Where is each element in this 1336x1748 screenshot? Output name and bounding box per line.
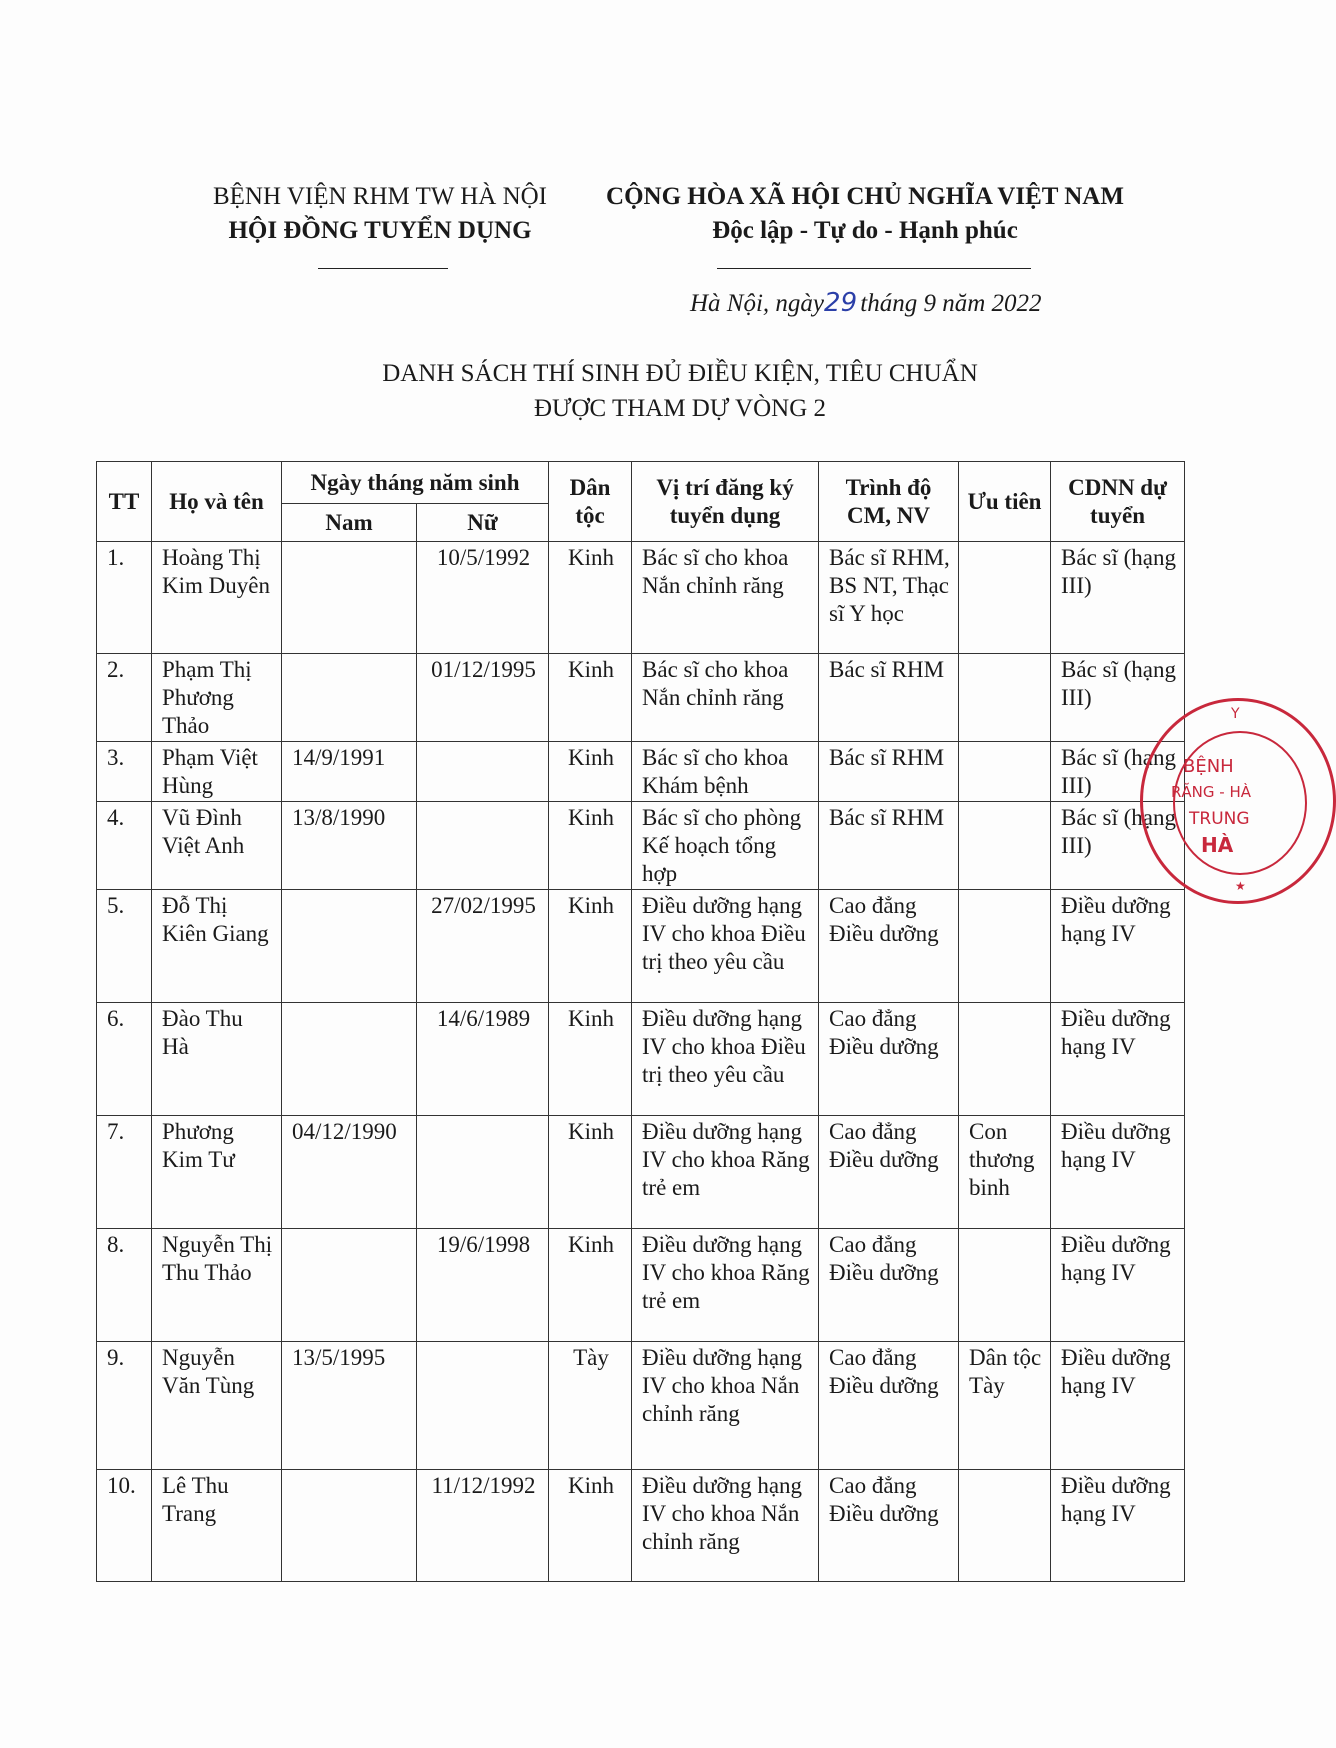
cell-female-dob: 11/12/1992 (417, 1470, 549, 1582)
table-row (97, 802, 1185, 890)
cell-ethnic: Kinh (549, 802, 632, 890)
cell-position: Điều dưỡng hạng IV cho khoa Răng trẻ em (632, 1229, 819, 1342)
cell-male-dob: 14/9/1991 (282, 742, 417, 802)
cell-qualification: Bác sĩ RHM (819, 742, 959, 802)
cell-qualification: Cao đẳng Điều dưỡng (819, 1342, 959, 1470)
cell-male-dob (282, 542, 417, 654)
header-position: Vị trí đăng ký tuyển dụng (632, 462, 819, 542)
cell-tt: 1. (97, 542, 152, 654)
cell-title: Điều dưỡng hạng IV (1051, 1003, 1185, 1116)
header-priority: Ưu tiên (959, 462, 1051, 542)
cell-female-dob (417, 742, 549, 802)
cell-female-dob (417, 802, 549, 890)
cell-ethnic: Kinh (549, 1470, 632, 1582)
cell-qualification: Bác sĩ RHM (819, 654, 959, 742)
cell-qualification: Cao đẳng Điều dưỡng (819, 890, 959, 1003)
issuer-block (195, 180, 565, 248)
cell-ethnic: Kinh (549, 1116, 632, 1229)
table-row (97, 1116, 1185, 1229)
cell-tt: 9. (97, 1342, 152, 1470)
header-title: CDNN dự tuyển (1051, 462, 1185, 542)
seal-text-4: HÀ (1201, 833, 1234, 857)
issuer-name: BỆNH VIỆN RHM TW HÀ NỘI (212, 183, 548, 210)
cell-position: Bác sĩ cho phòng Kế hoạch tổng hợp (632, 802, 819, 890)
cell-name: Phương Kim Tư (152, 1116, 282, 1229)
cell-name: Phạm Thị Phương Thảo (152, 654, 282, 742)
cell-tt: 2. (97, 654, 152, 742)
cell-qualification: Bác sĩ RHM, BS NT, Thạc sĩ Y học (819, 542, 959, 654)
table-row (97, 1342, 1185, 1470)
cell-tt: 10. (97, 1470, 152, 1582)
table-body (97, 542, 1185, 1582)
cell-name: Đỗ Thị Kiên Giang (152, 890, 282, 1003)
dateline (690, 288, 1090, 318)
cell-position: Bác sĩ cho khoa Nắn chỉnh răng (632, 542, 819, 654)
cell-male-dob: 13/5/1995 (282, 1342, 417, 1470)
cell-tt: 3. (97, 742, 152, 802)
title-line-2: ĐƯỢC THAM DỰ VÒNG 2 (533, 395, 827, 422)
cell-name: Vũ Đình Việt Anh (152, 802, 282, 890)
cell-female-dob: 01/12/1995 (417, 654, 549, 742)
cell-name: Đào Thu Hà (152, 1003, 282, 1116)
cell-male-dob (282, 654, 417, 742)
cell-priority: Con thương binh (959, 1116, 1051, 1229)
national-motto: Độc lập - Tự do - Hạnh phúc (712, 217, 1018, 244)
cell-qualification: Cao đẳng Điều dưỡng (819, 1003, 959, 1116)
cell-position: Bác sĩ cho khoa Nắn chỉnh răng (632, 654, 819, 742)
seal-text-1: BỆNH (1183, 756, 1234, 777)
cell-name: Lê Thu Trang (152, 1470, 282, 1582)
cell-priority (959, 890, 1051, 1003)
cell-title: Điều dưỡng hạng IV (1051, 1116, 1185, 1229)
cell-priority: Dân tộc Tày (959, 1342, 1051, 1470)
cell-name: Hoàng Thị Kim Duyên (152, 542, 282, 654)
cell-title: Điều dưỡng hạng IV (1051, 1342, 1185, 1470)
cell-title: Điều dưỡng hạng IV (1051, 1470, 1185, 1582)
red-seal-stamp (1140, 698, 1336, 904)
issuer-council: HỘI ĐỒNG TUYỂN DỤNG (228, 217, 532, 244)
cell-female-dob: 10/5/1992 (417, 542, 549, 654)
table-row (97, 1470, 1185, 1582)
cell-name: Nguyễn Thị Thu Thảo (152, 1229, 282, 1342)
cell-male-dob (282, 1470, 417, 1582)
cell-qualification: Cao đẳng Điều dưỡng (819, 1229, 959, 1342)
cell-female-dob: 19/6/1998 (417, 1229, 549, 1342)
cell-title: Điều dưỡng hạng IV (1051, 1229, 1185, 1342)
cell-position: Điều dưỡng hạng IV cho khoa Điều trị theo yêu cầu (632, 1003, 819, 1116)
cell-position: Điều dưỡng hạng IV cho khoa Nắn chỉnh răng (632, 1470, 819, 1582)
table-row (97, 1003, 1185, 1116)
dateline-day-handwritten: 29 (824, 288, 858, 318)
cell-tt: 6. (97, 1003, 152, 1116)
cell-position: Điều dưỡng hạng IV cho khoa Điều trị theo yêu cầu (632, 890, 819, 1003)
cell-qualification: Cao đẳng Điều dưỡng (819, 1116, 959, 1229)
cell-title: Bác sĩ (hạng III) (1051, 542, 1185, 654)
table-row (97, 654, 1185, 742)
header-qualification: Trình độ CM, NV (819, 462, 959, 542)
cell-title: Điều dưỡng hạng IV (1051, 890, 1185, 1003)
cell-female-dob (417, 1342, 549, 1470)
cell-male-dob: 13/8/1990 (282, 802, 417, 890)
header-tt: TT (97, 462, 152, 542)
cell-title: Bác sĩ (hạng III) (1051, 654, 1185, 742)
cell-female-dob: 27/02/1995 (417, 890, 549, 1003)
national-name: CỘNG HÒA XÃ HỘI CHỦ NGHĨA VIỆT NAM (606, 183, 1124, 210)
cell-name: Phạm Việt Hùng (152, 742, 282, 802)
cell-position: Điều dưỡng hạng IV cho khoa Nắn chỉnh răng (632, 1342, 819, 1470)
cell-ethnic: Kinh (549, 1229, 632, 1342)
cell-female-dob: 14/6/1989 (417, 1003, 549, 1116)
cell-ethnic: Kinh (549, 1003, 632, 1116)
cell-male-dob: 04/12/1990 (282, 1116, 417, 1229)
cell-ethnic: Tày (549, 1342, 632, 1470)
header-dob: Ngày tháng năm sinh (282, 462, 549, 504)
cell-priority (959, 1229, 1051, 1342)
document-title (200, 356, 1160, 426)
table-row (97, 1229, 1185, 1342)
cell-female-dob (417, 1116, 549, 1229)
cell-position: Điều dưỡng hạng IV cho khoa Răng trẻ em (632, 1116, 819, 1229)
seal-text-3: TRUNG (1189, 809, 1250, 829)
cell-male-dob (282, 1229, 417, 1342)
cell-priority (959, 742, 1051, 802)
cell-ethnic: Kinh (549, 742, 632, 802)
header-male: Nam (282, 504, 417, 542)
table-row (97, 542, 1185, 654)
table-header (97, 462, 1185, 542)
seal-star-icon: ★ (1235, 879, 1246, 893)
cell-tt: 4. (97, 802, 152, 890)
cell-name: Nguyễn Văn Tùng (152, 1342, 282, 1470)
dateline-prefix: Hà Nội, ngày (690, 290, 825, 317)
cell-ethnic: Kinh (549, 654, 632, 742)
national-motto-block (585, 180, 1145, 248)
motto-divider (717, 268, 1031, 269)
cell-priority (959, 802, 1051, 890)
cell-priority (959, 1003, 1051, 1116)
cell-qualification: Cao đẳng Điều dưỡng (819, 1470, 959, 1582)
issuer-divider (318, 268, 448, 269)
title-line-1: DANH SÁCH THÍ SINH ĐỦ ĐIỀU KIỆN, TIÊU CHUẨN (382, 360, 978, 387)
header-ethnic: Dân tộc (549, 462, 632, 542)
header-name: Họ và tên (152, 462, 282, 542)
cell-priority (959, 654, 1051, 742)
cell-position: Bác sĩ cho khoa Khám bệnh (632, 742, 819, 802)
cell-qualification: Bác sĩ RHM (819, 802, 959, 890)
cell-title: Bác sĩ (hạng III) (1051, 742, 1185, 802)
seal-text-2: RĂNG - HÀ (1171, 783, 1252, 801)
candidate-table (96, 461, 1185, 1582)
cell-ethnic: Kinh (549, 890, 632, 1003)
cell-title: Bác sĩ (hạng III) (1051, 802, 1185, 890)
cell-ethnic: Kinh (549, 542, 632, 654)
cell-tt: 5. (97, 890, 152, 1003)
dateline-suffix: tháng 9 năm 2022 (854, 290, 1042, 317)
seal-inner-ring (1173, 731, 1307, 875)
cell-tt: 7. (97, 1116, 152, 1229)
cell-priority (959, 1470, 1051, 1582)
cell-male-dob (282, 890, 417, 1003)
seal-top-mark: Y (1231, 706, 1240, 722)
cell-tt: 8. (97, 1229, 152, 1342)
cell-priority (959, 542, 1051, 654)
header-female: Nữ (417, 504, 549, 542)
cell-male-dob (282, 1003, 417, 1116)
table-row (97, 890, 1185, 1003)
table-row (97, 742, 1185, 802)
